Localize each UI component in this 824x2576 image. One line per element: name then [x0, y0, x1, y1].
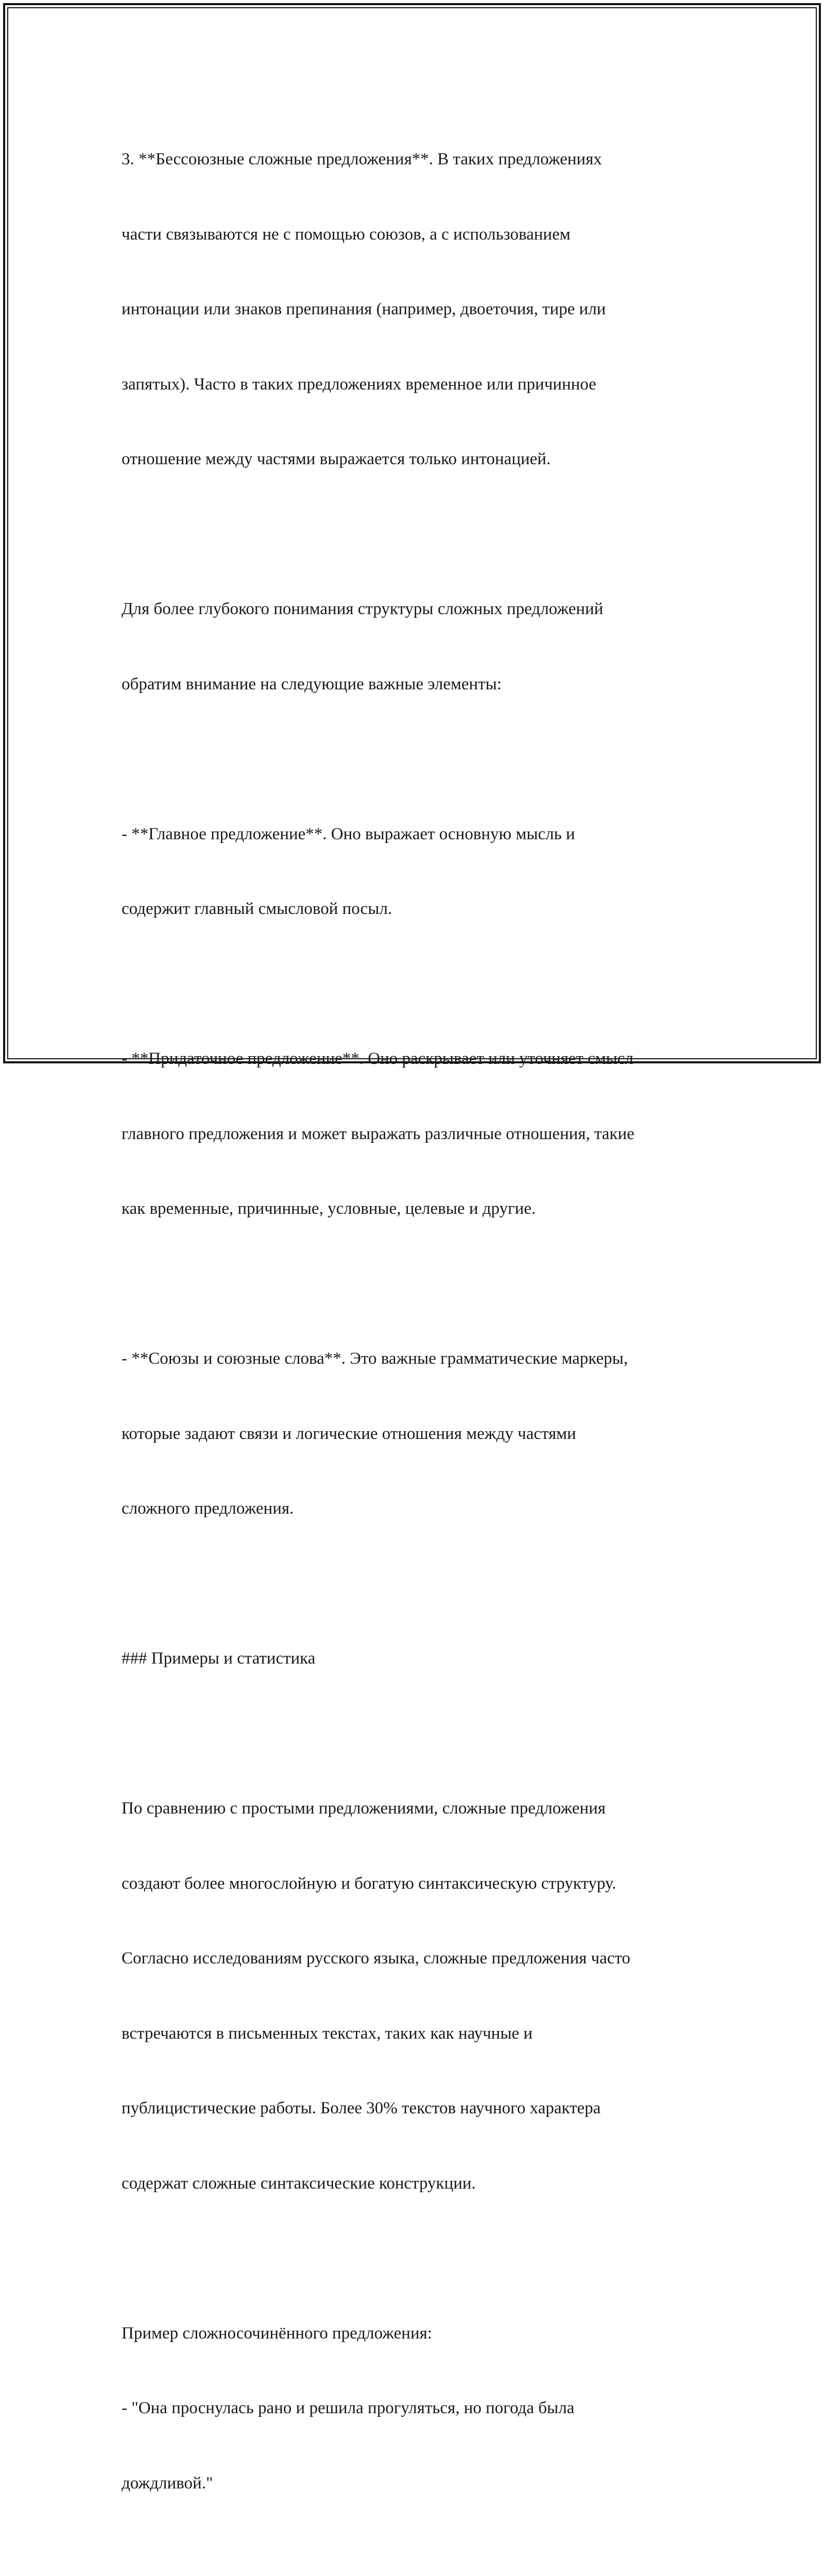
text-line: которые задают связи и логические отношения между частями: [122, 1421, 729, 1447]
text-line: - **Союзы и союзные слова**. Это важные грамматические маркеры,: [122, 1346, 729, 1371]
paragraph-compound-example: [122, 2271, 729, 2546]
text-line: отношение между частями выражается только интонацией.: [122, 447, 729, 472]
list-item-main-clause: [122, 772, 729, 972]
text-line: публицистические работы. Более 30% текстов научного характера: [122, 2096, 729, 2121]
list-item-conjunctions: [122, 1296, 729, 1571]
text-line: По сравнению с простыми предложениями, сложные предложения: [122, 1796, 729, 1821]
text-line: как временные, причинные, условные, целевые и другие.: [122, 1196, 729, 1222]
text-line: - "Она проснулась рано и решила прогуляться, но погода была: [122, 2396, 729, 2421]
text-line: встречаются в письменных текстах, таких как научные и: [122, 2021, 729, 2046]
text-line: части связываются не с помощью союзов, а с использованием: [122, 222, 729, 247]
text-line: сложного предложения.: [122, 1496, 729, 1521]
heading-text: ### Примеры и статистика: [122, 1646, 729, 1671]
document-body: [122, 97, 729, 2576]
paragraph-statistics: [122, 1746, 729, 2246]
paragraph-intro-elements: [122, 547, 729, 747]
text-line: - **Придаточное предложение**. Оно раскрывает или уточняет смысл: [122, 1046, 729, 1072]
text-line: создают более многослойную и богатую синтаксическую структуру.: [122, 1871, 729, 1896]
text-line: содержит главный смысловой посыл.: [122, 896, 729, 922]
paragraph-complex-example: [122, 2571, 729, 2576]
text-line: Пример сложносочинённого предложения:: [122, 2321, 729, 2346]
text-line: запятых). Часто в таких предложениях временное или причинное: [122, 372, 729, 397]
text-line: Для более глубокого понимания структуры сложных предложений: [122, 597, 729, 622]
text-line: обратим внимание на следующие важные элементы:: [122, 672, 729, 697]
text-line: дождливой.": [122, 2471, 729, 2496]
section-heading-examples: [122, 1596, 729, 1721]
text-line: 3. **Бессоюзные сложные предложения**. В таких предложениях: [122, 147, 729, 172]
text-line: содержат сложные синтаксические конструкции.: [122, 2171, 729, 2196]
text-line: - **Главное предложение**. Оно выражает основную мысль и: [122, 822, 729, 847]
list-item-subordinate-clause: [122, 996, 729, 1272]
paragraph-asyndetic-sentences: [122, 97, 729, 522]
text-line: главного предложения и может выражать различные отношения, такие: [122, 1122, 729, 1147]
text-line: Согласно исследованиям русского языка, сложные предложения часто: [122, 1946, 729, 1971]
text-line: интонации или знаков препинания (например, двоеточия, тире или: [122, 297, 729, 322]
